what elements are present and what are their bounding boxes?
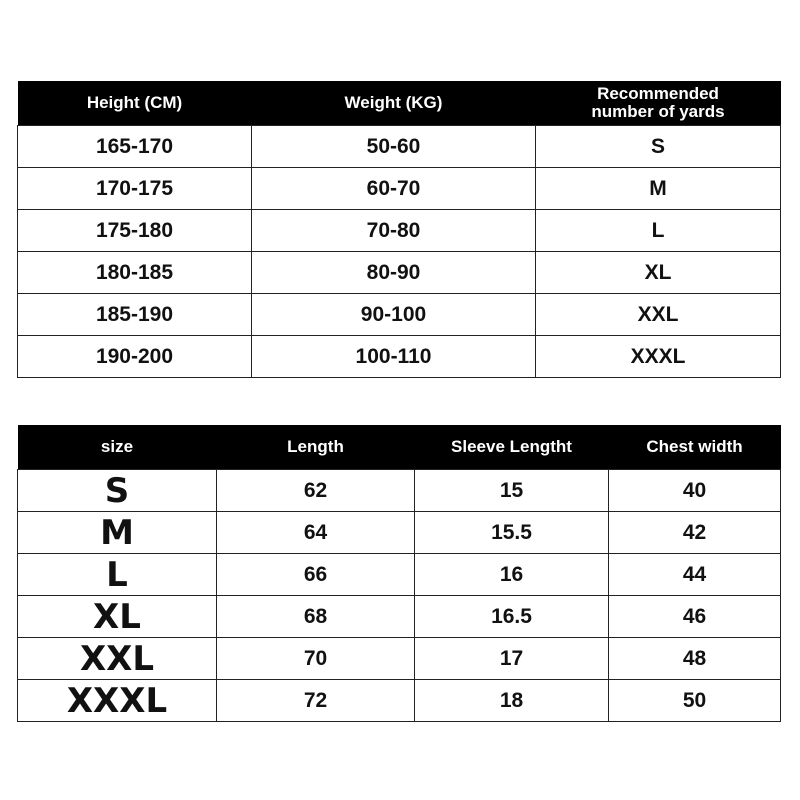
weight-cell: 50-60 <box>252 126 536 168</box>
table-row <box>18 294 781 336</box>
size-cell: XL <box>18 596 217 638</box>
length-cell: 62 <box>217 470 415 512</box>
table-row <box>18 168 781 210</box>
table-header-row <box>18 81 781 126</box>
height-cell: 185-190 <box>18 294 252 336</box>
header-length: Length <box>217 425 415 470</box>
table-row <box>18 680 781 722</box>
sleeve-length-cell: 15 <box>415 470 609 512</box>
height-cell: 180-185 <box>18 252 252 294</box>
sleeve-length-cell: 16 <box>415 554 609 596</box>
weight-cell: 60-70 <box>252 168 536 210</box>
chest-width-cell: 40 <box>609 470 781 512</box>
size-cell: XXL <box>536 294 781 336</box>
weight-cell: 80-90 <box>252 252 536 294</box>
height-cell: 190-200 <box>18 336 252 378</box>
header-weight: Weight (KG) <box>252 81 536 126</box>
chest-width-cell: 46 <box>609 596 781 638</box>
header-size: size <box>18 425 217 470</box>
table-row <box>18 554 781 596</box>
header-sleeve-length: Sleeve Lengtht <box>415 425 609 470</box>
length-cell: 72 <box>217 680 415 722</box>
size-measurement-table <box>17 425 781 722</box>
table-header-row <box>18 425 781 470</box>
length-cell: 66 <box>217 554 415 596</box>
chest-width-cell: 42 <box>609 512 781 554</box>
height-cell: 165-170 <box>18 126 252 168</box>
size-cell: XXXL <box>18 680 217 722</box>
height-cell: 170-175 <box>18 168 252 210</box>
table-row <box>18 126 781 168</box>
weight-cell: 70-80 <box>252 210 536 252</box>
sleeve-length-cell: 18 <box>415 680 609 722</box>
size-cell: M <box>536 168 781 210</box>
sleeve-length-cell: 17 <box>415 638 609 680</box>
size-cell: XXL <box>18 638 217 680</box>
length-cell: 64 <box>217 512 415 554</box>
table-row <box>18 252 781 294</box>
header-chest-width: Chest width <box>609 425 781 470</box>
chest-width-cell: 44 <box>609 554 781 596</box>
size-cell: S <box>536 126 781 168</box>
size-cell: L <box>536 210 781 252</box>
table-row <box>18 512 781 554</box>
size-cell: L <box>18 554 217 596</box>
weight-cell: 90-100 <box>252 294 536 336</box>
header-recommended <box>536 81 781 126</box>
table-row <box>18 596 781 638</box>
length-cell: 68 <box>217 596 415 638</box>
table-row <box>18 638 781 680</box>
size-cell: XXXL <box>536 336 781 378</box>
chest-width-cell: 48 <box>609 638 781 680</box>
length-cell: 70 <box>217 638 415 680</box>
size-cell: S <box>18 470 217 512</box>
weight-cell: 100-110 <box>252 336 536 378</box>
header-recommended-line2: number of yards <box>591 102 725 121</box>
sleeve-length-cell: 16.5 <box>415 596 609 638</box>
table-row <box>18 336 781 378</box>
chest-width-cell: 50 <box>609 680 781 722</box>
table-row <box>18 470 781 512</box>
size-cell: XL <box>536 252 781 294</box>
height-cell: 175-180 <box>18 210 252 252</box>
header-height: Height (CM) <box>18 81 252 126</box>
height-weight-size-table <box>17 81 781 378</box>
sleeve-length-cell: 15.5 <box>415 512 609 554</box>
size-cell: M <box>18 512 217 554</box>
table-row <box>18 210 781 252</box>
header-recommended-line1: Recommended <box>597 84 719 103</box>
